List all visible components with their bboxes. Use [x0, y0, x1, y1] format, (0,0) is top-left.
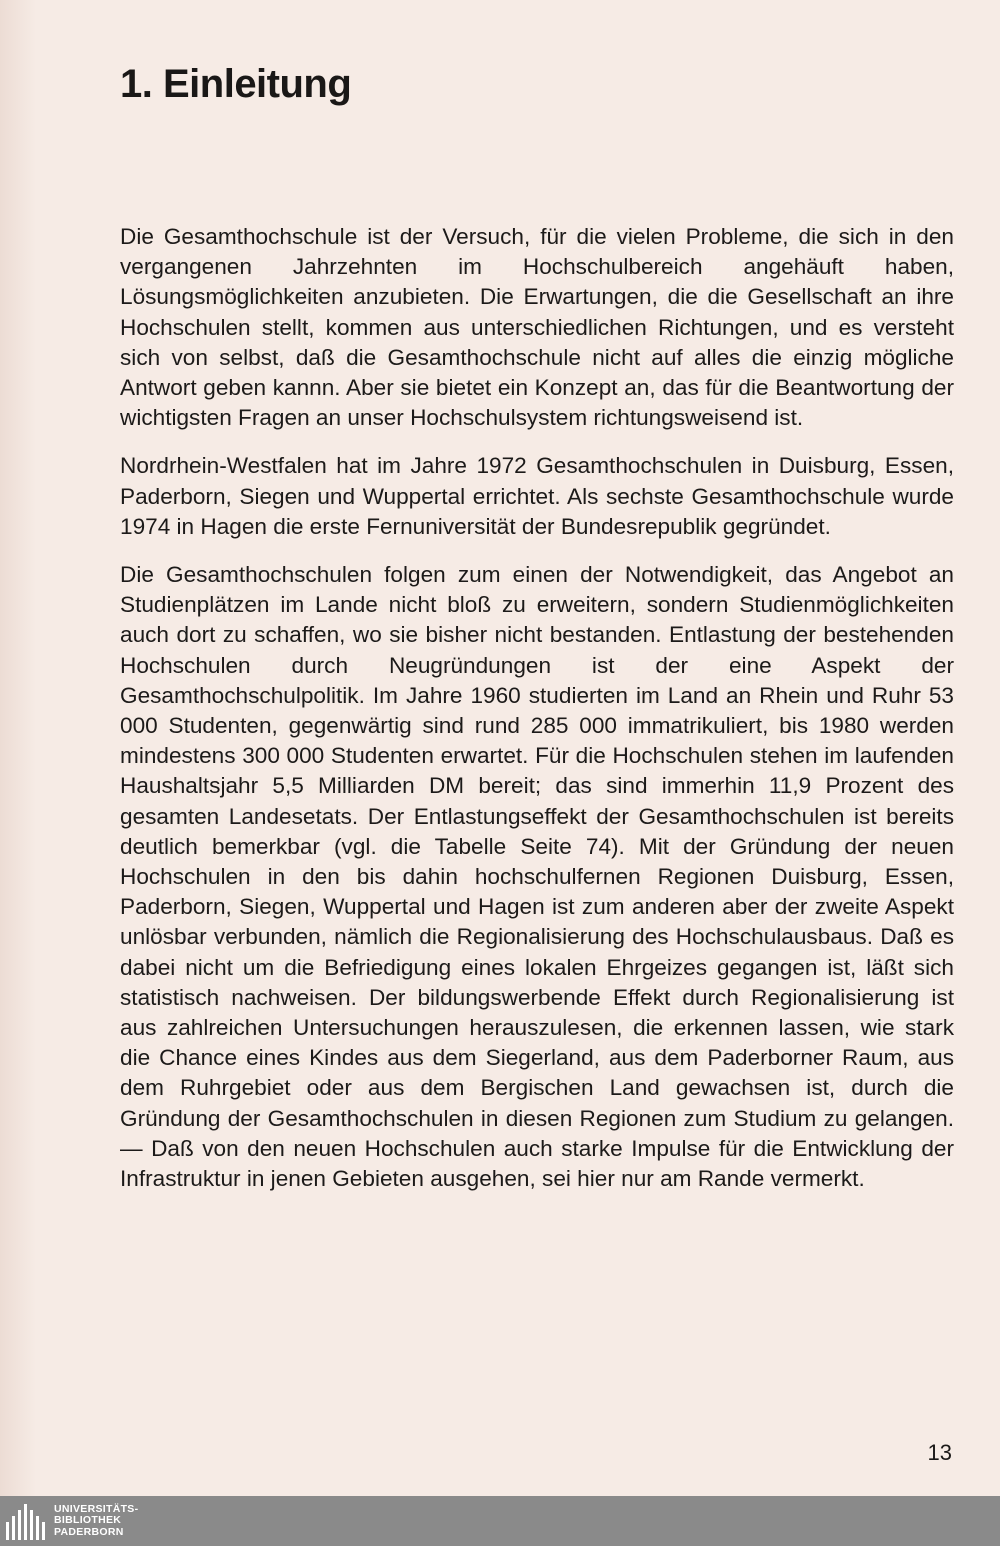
body-text — [120, 222, 954, 1212]
page-number: 13 — [927, 1440, 952, 1465]
paragraph-1: Die Gesamthochschule ist der Versuch, für die vielen Probleme, die sich in den vergangenen Jahrzehnten im Hochschulbereich angehäuft haben, Lösungsmöglichkeiten anzubieten. Die Erwartungen, die die Gesellschaft an ihre Hochschulen stellt, kommen aus unterschiedlichen Richtungen, und es versteht sich von selbst, daß die Gesamthochschule nicht auf alles die einzig mögliche Antwort geben kannn. Aber sie bietet ein Konzept an, das für die Beantwortung der wichtigsten Fragen an unser Hochschulsystem richtungsweisend ist. — [120, 224, 954, 431]
logo-line-1: UNIVERSITÄTS- — [54, 1502, 139, 1515]
logo-line-3: PADERBORN — [54, 1525, 124, 1538]
chapter-heading: 1. Einleitung — [120, 62, 352, 106]
library-logo-icon — [6, 1502, 48, 1540]
library-logo-text — [54, 1504, 138, 1539]
paragraph-2: Nordrhein-Westfalen hat im Jahre 1972 Gesamthochschulen in Duisburg, Essen, Paderborn, Siegen und Wuppertal errichtet. Als sechste Gesamthochschule wurde 1974 in Hagen die erste Fernuniversität der Bundesrepublik gegründet. — [120, 453, 954, 539]
logo-line-2: BIBLIOTHEK — [54, 1514, 122, 1527]
paragraph-3: Die Gesamthochschulen folgen zum einen der Notwendigkeit, das Angebot an Studienplätzen im Lande nicht bloß zu erweitern, sondern Studienmöglichkeiten auch dort zu schaffen, wo sie bisher nicht bestanden. Entlastung der bestehenden Hochschulen durch Neugründungen ist der eine Aspekt der Gesamthochschulpolitik. Im Jahre 1960 studierten im Land an Rhein und Ruhr 53 000 Studenten, gegenwärtig sind rund 285 000 immatrikuliert, bis 1980 werden mindestens 300 000 Studenten erwartet. Für die Hochschulen stehen im laufenden Haushaltsjahr 5,5 Milliarden DM bereit; das sind immerhin 11,9 Prozent des gesamten Landesetats. Der Entlastungseffekt der Gesamthochschulen ist bereits deutlich bemerkbar (vgl. die Tabelle Seite 74). Mit der Gründung der neuen Hochschulen in den bis dahin hochschulfernen Regionen Duisburg, Essen, Paderborn, Siegen, Wuppertal und Hagen ist zum anderen aber der zweite Aspekt unlösbar verbunden, nämlich die Regionalisierung des Hochschulausbaus. Daß es dabei nicht um die Befriedigung eines lokalen Ehrgeizes gegangen ist, läßt sich statistisch nachweisen. Der bildungswerbende Effekt durch Regionalisierung ist aus zahlreichen Untersuchungen herauszulesen, die erkennen lassen, wie stark die Chance eines Kindes aus dem Siegerland, aus dem Paderborner Raum, aus dem Ruhrgebiet oder aus dem Bergischen Land gewachsen ist, durch die Gründung der Gesamthochschulen in diesen Regionen zum Studium zu gelangen. — Daß von den neuen Hochschulen auch starke Impulse für die Entwicklung der Infrastruktur in jenen Gebieten ausgehen, sei hier nur am Rande vermerkt. — [120, 562, 954, 1192]
page-fold-shadow — [0, 0, 36, 1496]
library-footer-bar — [0, 1496, 1000, 1546]
library-logo — [6, 1502, 138, 1540]
